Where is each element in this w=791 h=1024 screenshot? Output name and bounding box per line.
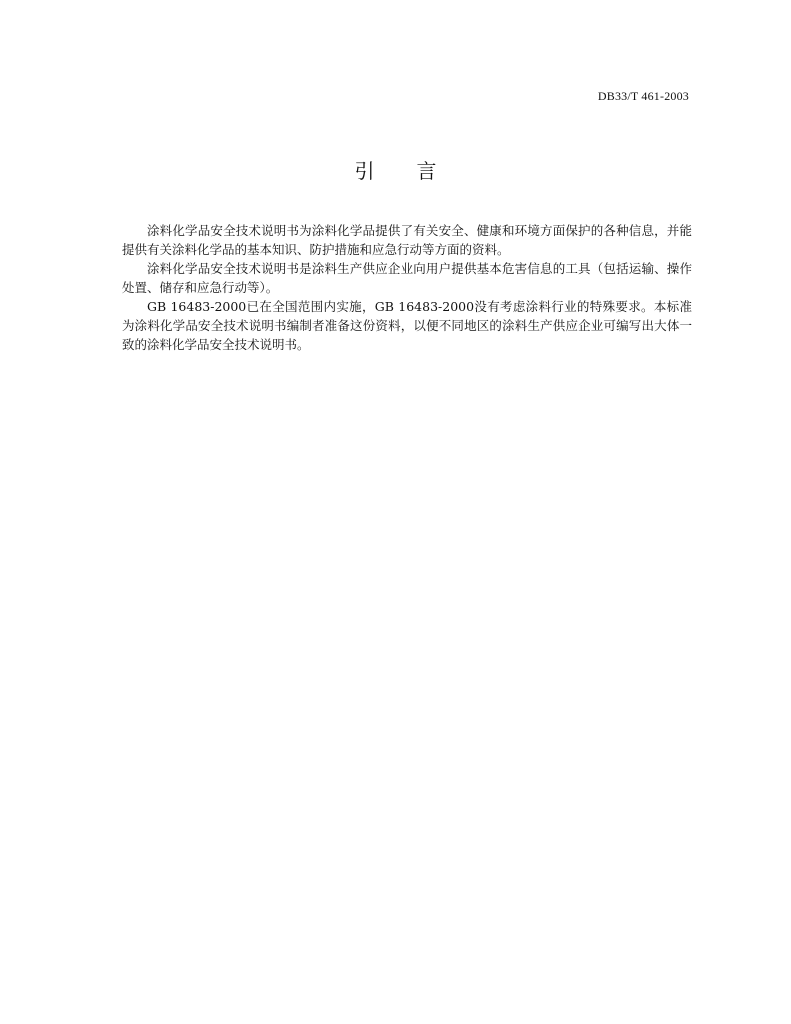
title-char-1: 引 bbox=[354, 159, 375, 183]
paragraph-1: 涂料化学品安全技术说明书为涂料化学品提供了有关安全、健康和环境方面保护的各种信息，并能提供有关涂料化学品的基本知识、防护措施和应急行动等方面的资料。 bbox=[122, 223, 692, 257]
paragraph-2: 涂料化学品安全技术说明书是涂料生产供应企业向用户提供基本危害信息的工具（包括运输、操作处置、储存和应急行动等）。 bbox=[122, 261, 692, 295]
paragraph-3: GB 16483-2000已在全国范围内实施，GB 16483-2000没有考虑涂料行业的特殊要求。本标准为涂料化学品安全技术说明书编制者准备这份资料，以便不同地区的涂料生产供应企业可编写出大体一致的涂料化学品安全技术说明书。 bbox=[122, 299, 692, 352]
title-char-2: 言 bbox=[416, 159, 437, 183]
document-code: DB33/T 461-2003 bbox=[597, 89, 689, 103]
introduction-body bbox=[122, 221, 692, 354]
section-title bbox=[0, 155, 791, 184]
